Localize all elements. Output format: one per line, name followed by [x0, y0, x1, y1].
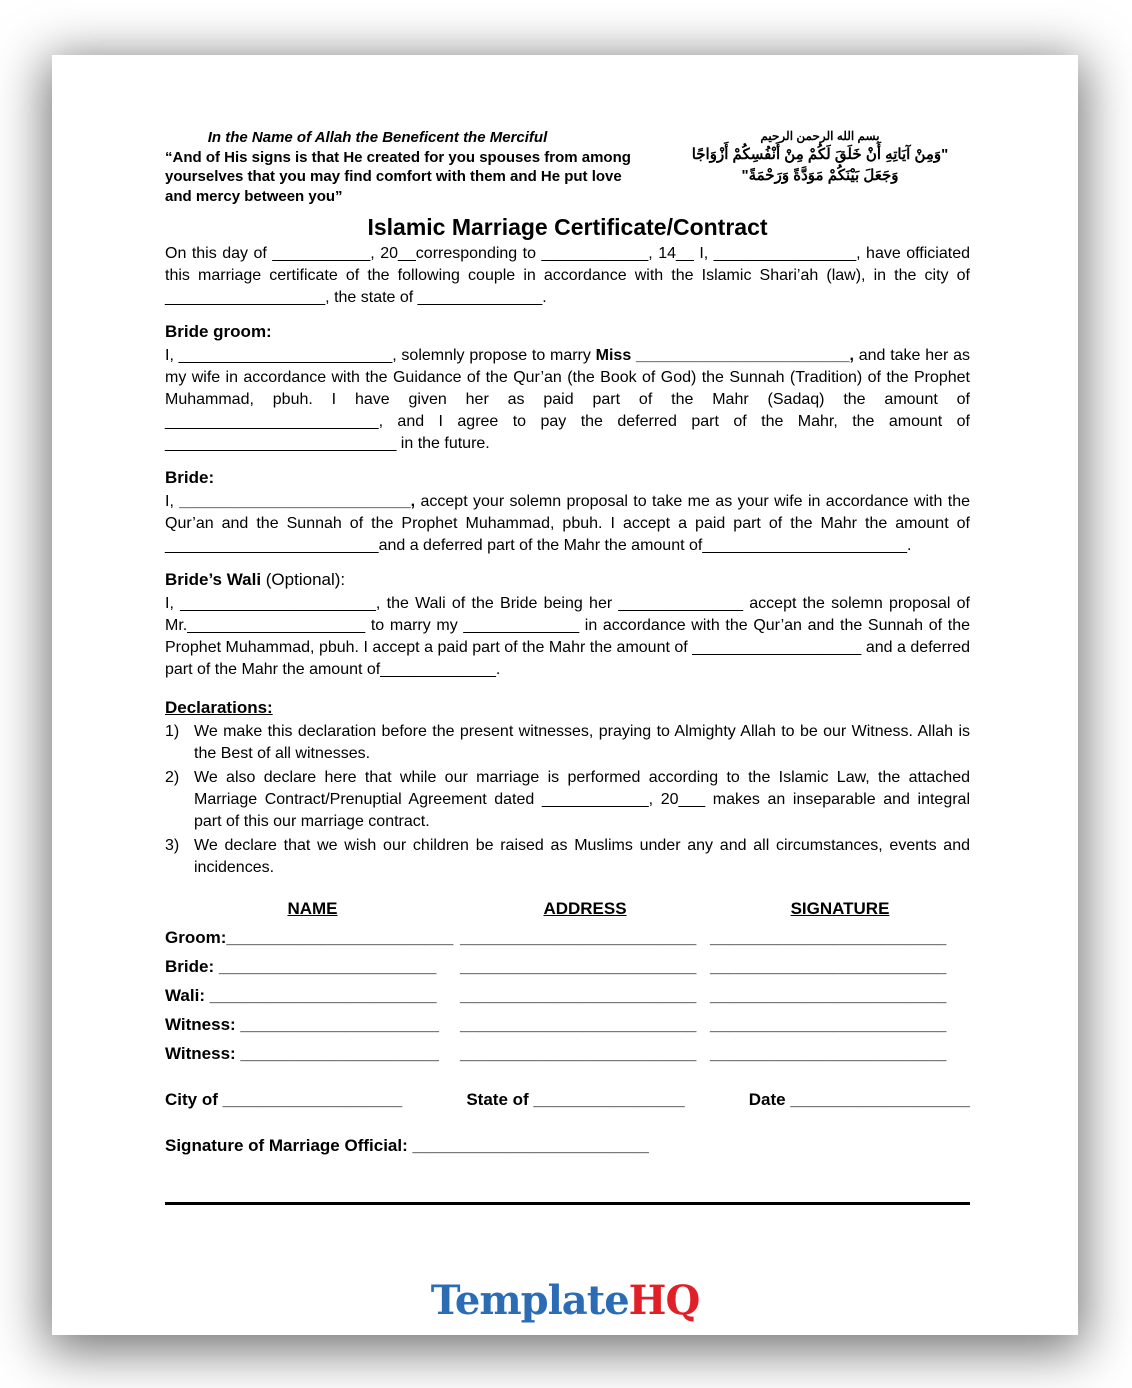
official-signature-field: Signature of Marriage Official: _________________________	[165, 1136, 649, 1155]
bride-text-bold: __________________________,	[179, 493, 416, 510]
declaration-item-3	[165, 835, 970, 879]
bottom-divider	[165, 1202, 970, 1205]
declaration-text: We also declare here that while our marriage is performed according to the Islamic Law, the attached Marriage Contract/Prenuptial Agreement dated ____________, 20___ makes an inseparable and integral part of this our marriage contract.	[194, 769, 970, 830]
declaration-item-2	[165, 767, 970, 833]
address-line: _________________________	[460, 1015, 697, 1034]
signing-table-header	[165, 899, 970, 919]
declaration-number: 1)	[165, 723, 180, 740]
declarations-heading: Declarations:	[165, 698, 273, 717]
groom-text-2: and take her as my wife in accordance with the Guidance of the Qur’an (the Book of God) the Sunnah (Tradition) of the Prophet Muhammad, pbuh. I have given her as paid part of the Mahr (Sadaq) the amount of ________________________, and I agree to pay the deferred part of the Mahr, the amount of __________________________ in the future.	[165, 347, 971, 452]
table-row-witness-1	[165, 1014, 970, 1035]
name-line: ________________________	[204, 986, 437, 1005]
name-line: _____________________	[235, 1044, 439, 1063]
groom-text-bold: Miss ________________________,	[595, 347, 854, 364]
arabic-quote-line2: وَجَعَلَ بَيْنَكُمْ مَوَدَّةً وَرَحْمَةً"	[741, 167, 899, 184]
document-page	[52, 55, 1078, 1335]
table-row-bride	[165, 956, 970, 977]
row-label: Wali:	[165, 986, 205, 1005]
date-field: Date ___________________	[748, 1090, 970, 1109]
bride-paragraph	[165, 491, 970, 557]
logo-text-red: HQ	[628, 1277, 700, 1324]
row-label: Witness:	[165, 1044, 236, 1063]
declaration-number: 2)	[165, 769, 180, 786]
arabic-quote-line1: "وَمِنْ آيَاتِهِ أَنْ خَلَقَ لَكُمْ مِنْ أَنْفُسِكُمْ أَزْوَاجًا	[691, 146, 949, 163]
bismillah-arabic: بسم الله الرحمن الرحيم	[760, 129, 880, 143]
intro-paragraph: On this day of ___________, 20__corresponding to ____________, 14__ I, ________________, have officiated this marriage certificate of the following couple in accordance with the Islamic Shari’ah (law), in the city of __________________, the state of ______________.	[165, 245, 970, 306]
wali-heading-bold: Bride’s Wali	[165, 570, 262, 589]
name-line: _____________________	[235, 1015, 439, 1034]
state-field: State of ________________	[466, 1090, 685, 1109]
document-header	[165, 128, 970, 206]
address-line: _________________________	[460, 928, 697, 947]
name-line: _______________________	[214, 957, 437, 976]
row-label: Bride:	[165, 957, 215, 976]
address-line: _________________________	[460, 986, 697, 1005]
city-field: City of ___________________	[165, 1090, 403, 1109]
bride-text-1: I,	[165, 493, 180, 510]
templatehq-logo	[52, 1279, 1078, 1323]
logo-text-blue: Template	[430, 1277, 629, 1324]
declaration-number: 3)	[165, 837, 180, 854]
wali-heading-optional: (Optional):	[261, 570, 346, 589]
signature-line: _________________________	[710, 1044, 947, 1063]
document-content	[165, 128, 970, 1205]
table-row-witness-2	[165, 1043, 970, 1064]
signature-line: _________________________	[710, 1015, 947, 1034]
wali-paragraph: I, ______________________, the Wali of the Bride being her ______________ accept the solemn proposal of Mr.____________________ to marry my _____________ in accordance with the Qur’an and the Sunnah of the Prophet Muhammad, pbuh. I accept a paid part of the Mahr the amount of ___________________ and a deferred part of the Mahr the amount of_____________.	[165, 595, 970, 678]
table-row-wali	[165, 985, 970, 1006]
header-arabic-block	[670, 128, 970, 206]
groom-paragraph	[165, 345, 970, 455]
signature-line: _________________________	[710, 928, 947, 947]
bride-text-2: accept your solemn proposal to take me as your wife in accordance with the Qur’an and the Sunnah of the Prophet Muhammad, pbuh. I accept a paid part of the Mahr the amount of ________________________and a deferred part of the Mahr the amount of_______________________.	[165, 493, 971, 554]
address-line: _________________________	[460, 957, 697, 976]
declaration-item-1	[165, 721, 970, 765]
signature-line: _________________________	[710, 957, 947, 976]
groom-section-heading: Bride groom:	[165, 322, 272, 341]
signature-line: _________________________	[710, 986, 947, 1005]
column-header-signature: SIGNATURE	[790, 899, 890, 918]
declaration-text: We make this declaration before the present witnesses, praying to Almighty Allah to be our Witness. Allah is the Best of all witnesses.	[194, 723, 970, 762]
name-line: ________________________	[226, 928, 454, 947]
english-quote: “And of His signs is that He created for you spouses from among yourselves that you may find comfort with them and He put love and mercy between you”	[165, 148, 631, 205]
location-date-row	[165, 1090, 970, 1110]
address-line: _________________________	[460, 1044, 697, 1063]
groom-text-1: I, ________________________, solemnly propose to marry	[165, 347, 596, 364]
column-header-name: NAME	[287, 899, 338, 918]
declaration-text: We declare that we wish our children be raised as Muslims under any and all circumstances, events and incidences.	[194, 837, 970, 876]
bride-section-heading: Bride:	[165, 468, 215, 487]
invocation-line: In the Name of Allah the Beneficent the Merciful	[207, 129, 548, 146]
page-title: Islamic Marriage Certificate/Contract	[367, 214, 768, 240]
table-row-groom	[165, 927, 970, 948]
column-header-address: ADDRESS	[543, 899, 627, 918]
row-label: Witness:	[165, 1015, 236, 1034]
wali-section-heading	[165, 569, 970, 591]
row-label: Groom:	[165, 928, 227, 947]
header-english-block	[165, 128, 650, 206]
